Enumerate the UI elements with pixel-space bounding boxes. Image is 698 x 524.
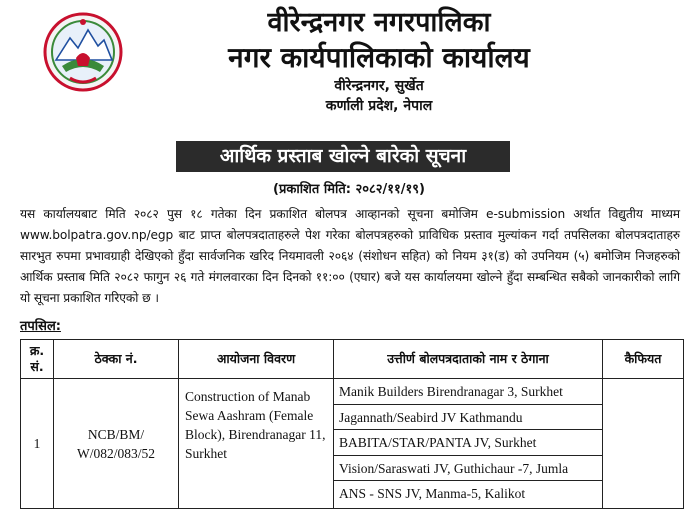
bidder-item: ANS - SNS JV, Manma-5, Kalikot <box>339 486 526 502</box>
row-remarks <box>603 379 684 509</box>
address-line-2: कर्णाली प्रदेश, नेपाल <box>325 98 433 114</box>
row-project: Construction of Manab Sewa Aashram (Female Block), Birendranagar 11, Surkhet <box>179 379 334 509</box>
letterhead <box>0 6 698 116</box>
notice-body: यस कार्यालयबाट मिति २०८२ पुस १८ गतेका दिन प्रकाशित बोलपत्र आव्हानको सूचना बमोजिम e-submission अर्थात विद्युतीय माध्यम www.bolpatra.gov.np/egp बाट प्राप्त बोलपत्रदाताहरुले पेश गरेका बोलपत्रहरुको प्राविधिक प्रस्ताव मुल्यांकन गर्दा तपसिलका बोलपत्रदाताहरु सारभुत रुपमा प्रभावग्राही देखिएको हुँदा सार्वजनिक खरिद नियमावली २०६४ (संशोधन सहित) को नियम ३१(ड) को उपनियम (५) बमोजिम निजहरुको आर्थिक प्रस्ताब मिति २०८२ फागुन २६ गते मंगलवारका दिन दिनको ११:०० (एघार) बजे यस कार्यालयमा खोल्ने हुँदा सम्बन्धित सबैको जानकारीको लागि यो सूचना प्रकाशित गरिएको छ । <box>20 207 680 305</box>
notice-title-banner: आर्थिक प्रस्ताब खोल्ने बारेको सूचना <box>176 141 510 172</box>
header-bidders: उत्तीर्ण बोलपत्रदाताको नाम र ठेगाना <box>334 340 603 379</box>
header-remarks: कैफियत <box>603 340 684 379</box>
table-header-row <box>21 340 684 379</box>
schedule-label: तपसिल: <box>20 319 61 334</box>
published-date: (प्रकाशित मिति: २०८२/११/१९) <box>273 182 425 197</box>
header-project: आयोजना विवरण <box>179 340 334 379</box>
address-line-1: वीरेन्द्रनगर, सुर्खेत <box>334 78 424 94</box>
header-contract-no: ठेक्का नं. <box>54 340 179 379</box>
row-bidders <box>334 379 603 509</box>
bidder-item: BABITA/STAR/PANTA JV, Surkhet <box>334 430 602 456</box>
municipality-name: वीरेन्द्रनगर नगरपालिका <box>267 7 491 38</box>
row-contract-no: NCB/BM/ W/082/083/52 <box>54 379 179 509</box>
bidders-table <box>20 339 684 509</box>
header-sn: क्र. सं. <box>21 340 54 379</box>
office-name: नगर कार्यपालिकाको कार्यालय <box>228 41 530 74</box>
bidder-item: Manik Builders Birendranagar 3, Surkhet <box>334 379 602 405</box>
bidder-item: Jagannath/Seabird JV Kathmandu <box>334 405 602 431</box>
table-row <box>21 379 684 509</box>
row-sn: 1 <box>21 379 54 509</box>
bidder-item: Vision/Saraswati JV, Guthichaur -7, Jumla <box>334 456 602 482</box>
